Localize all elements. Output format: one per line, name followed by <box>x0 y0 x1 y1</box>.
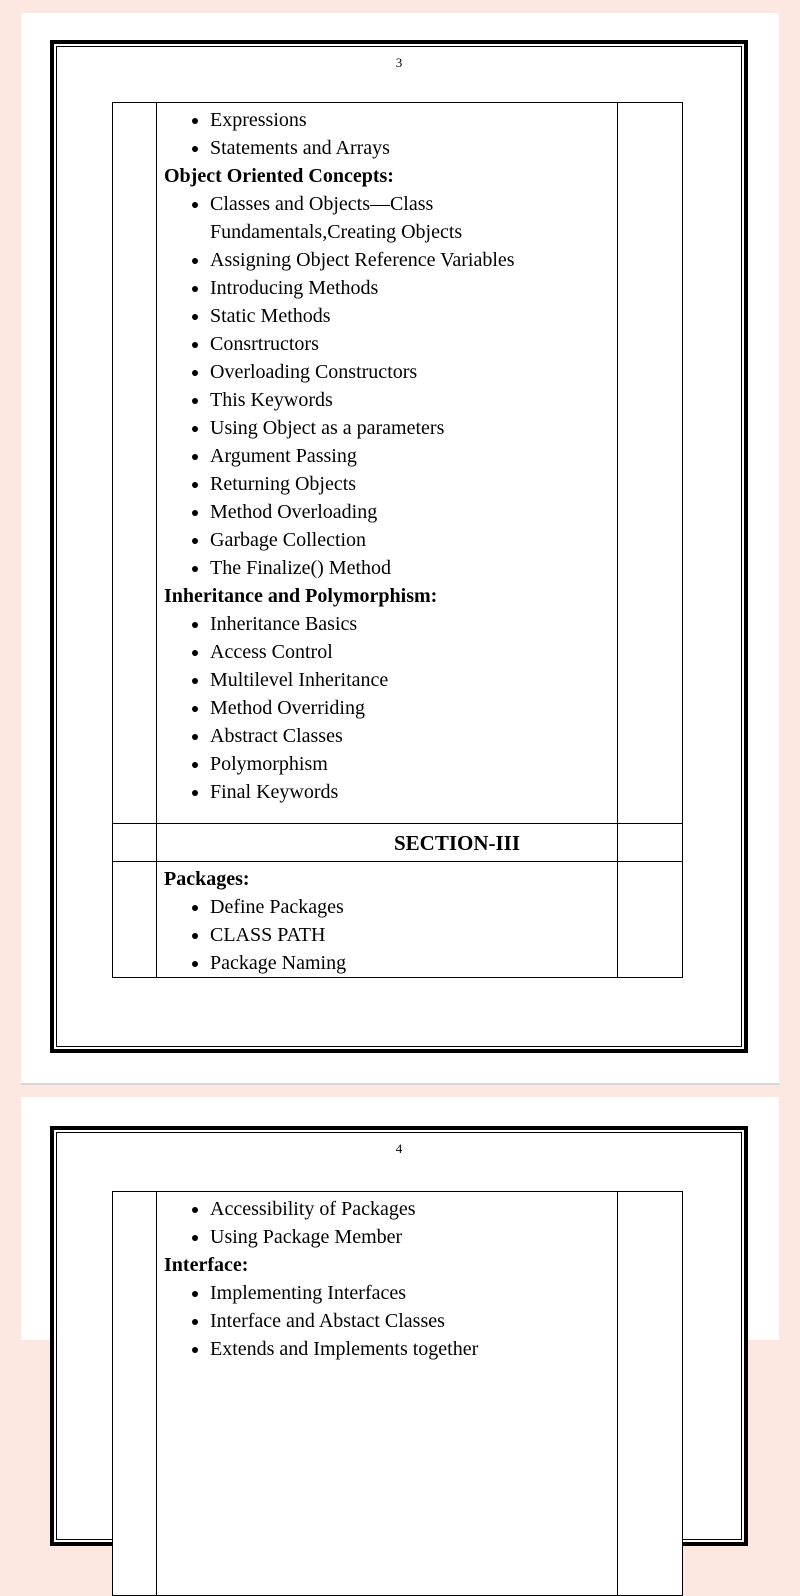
page-3-border-frame <box>50 40 748 1053</box>
empty-cell-right <box>618 103 683 824</box>
empty-cell-left <box>113 1192 157 1596</box>
bullet-item: • Using Object as a parameters <box>210 414 611 442</box>
bullet-item: • Extends and Implements together <box>210 1335 611 1363</box>
content-cell <box>157 862 618 978</box>
syllabus-table-page-4 <box>112 1191 683 1596</box>
bullet-item: • Package Naming <box>210 949 611 977</box>
bullet-list <box>157 1195 617 1251</box>
content-cell <box>157 1192 618 1596</box>
bullet-item: • Static Methods <box>210 302 611 330</box>
bullet-item: • Classes and Objects—Class Fundamentals,Creating Objects <box>210 190 611 246</box>
topic-heading: Interface: <box>164 1254 249 1276</box>
page-4 <box>21 1097 779 1360</box>
bullet-item: • This Keywords <box>210 386 611 414</box>
page-4-inner-border <box>56 1132 742 1540</box>
page-number: 3 <box>395 55 403 70</box>
bullet-list <box>157 610 617 806</box>
bullet-item: • Final Keywords <box>210 778 611 806</box>
empty-cell-left <box>113 862 157 978</box>
bullet-item: • Interface and Abstact Classes <box>210 1307 611 1335</box>
content-cell <box>157 103 618 824</box>
bullet-item: • Overloading Constructors <box>210 358 611 386</box>
empty-cell-right <box>618 862 683 978</box>
table-row <box>113 103 683 824</box>
bullet-item: • Method Overriding <box>210 694 611 722</box>
bullet-item: • Polymorphism <box>210 750 611 778</box>
bullet-item: • Multilevel Inheritance <box>210 666 611 694</box>
empty-cell-right <box>618 824 683 862</box>
empty-cell-right <box>618 1192 683 1596</box>
bullet-item: • Returning Objects <box>210 470 611 498</box>
bullet-list <box>157 893 617 977</box>
bullet-item: • Define Packages <box>210 893 611 921</box>
topic-heading: Inheritance and Polymorphism: <box>164 585 438 607</box>
empty-cell-left <box>113 103 157 824</box>
bullet-item: • Assigning Object Reference Variables <box>210 246 611 274</box>
bullet-item: • Statements and Arrays <box>210 134 611 162</box>
bullet-list <box>157 106 617 162</box>
bullet-item: • Expressions <box>210 106 611 134</box>
bullet-item: • Garbage Collection <box>210 526 611 554</box>
bullet-item: • Argument Passing <box>210 442 611 470</box>
syllabus-table-page-3 <box>112 102 683 978</box>
bullet-list <box>157 190 617 582</box>
bullet-item: • Using Package Member <box>210 1223 611 1251</box>
bullet-item: • Abstract Classes <box>210 722 611 750</box>
section-title: SECTION-III <box>393 830 521 855</box>
bullet-item: • Inheritance Basics <box>210 610 611 638</box>
page-3 <box>21 13 779 1085</box>
bullet-item: • Implementing Interfaces <box>210 1279 611 1307</box>
bullet-list <box>157 1279 617 1363</box>
page-4-border-frame <box>50 1126 748 1546</box>
bullet-item: • Accessibility of Packages <box>210 1195 611 1223</box>
bullet-item: • Consrtructors <box>210 330 611 358</box>
section-title-cell <box>157 824 618 862</box>
table-row <box>113 1192 683 1596</box>
page-number: 4 <box>395 1141 403 1156</box>
bullet-item: • The Finalize() Method <box>210 554 611 582</box>
table-row <box>113 862 683 978</box>
topic-heading: Object Oriented Concepts: <box>164 165 394 187</box>
section-header-row <box>113 824 683 862</box>
page-3-inner-border <box>56 46 742 1047</box>
bullet-item: • Introducing Methods <box>210 274 611 302</box>
topic-heading: Packages: <box>164 868 250 890</box>
bullet-item: • CLASS PATH <box>210 921 611 949</box>
empty-cell-left <box>113 824 157 862</box>
bullet-item: • Method Overloading <box>210 498 611 526</box>
bullet-item: • Access Control <box>210 638 611 666</box>
